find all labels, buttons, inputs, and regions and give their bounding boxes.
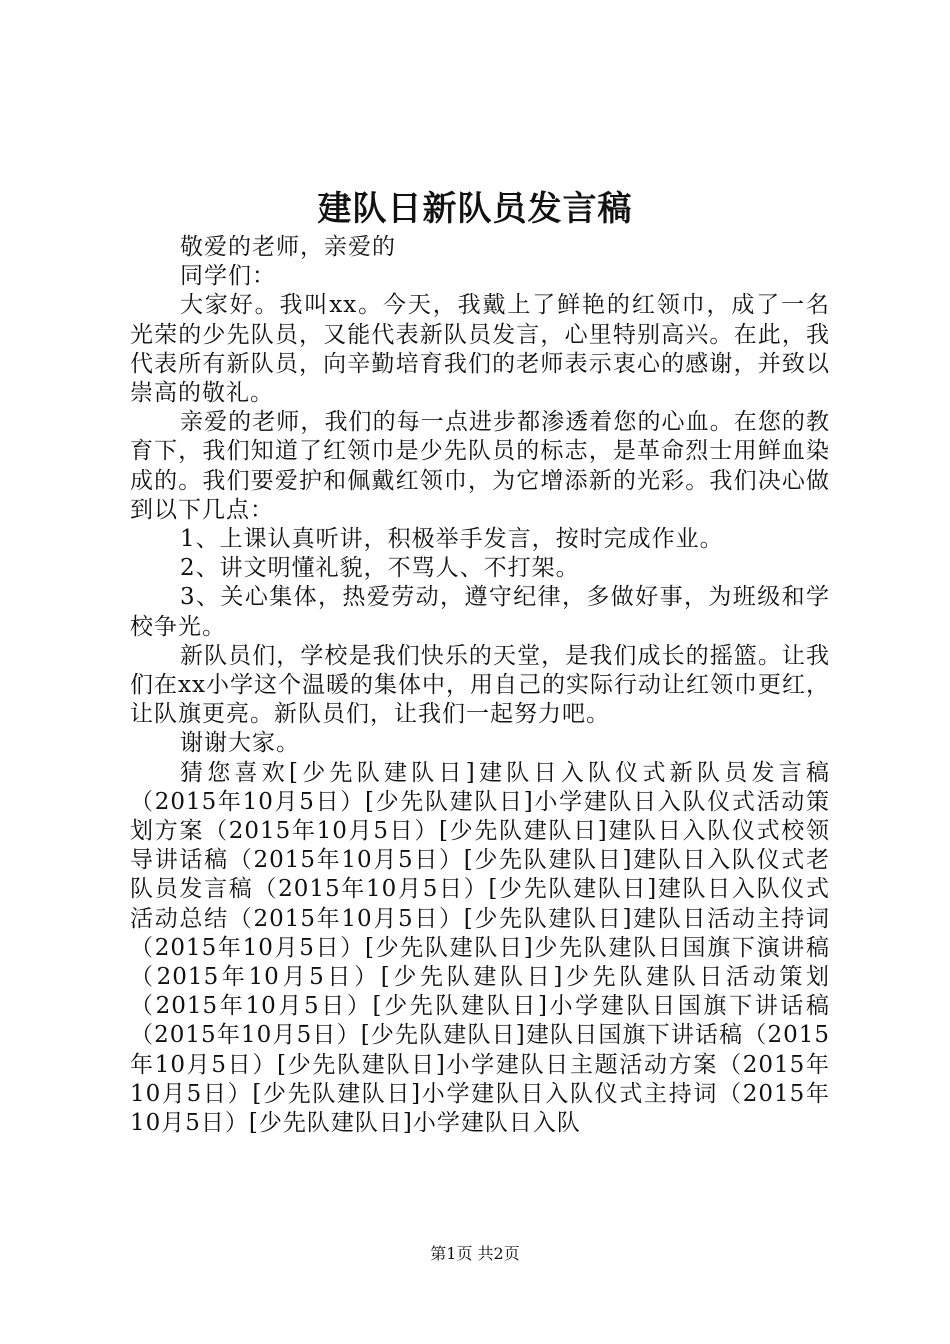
list-item-3: 3、关心集体，热爱劳动，遵守纪律，多做好事，为班级和学校争光。: [130, 584, 830, 640]
list-item-1: 1、上课认真听讲，积极举手发言，按时完成作业。: [180, 526, 724, 553]
list-item-2: 2、讲文明懂礼貌，不骂人、不打架。: [180, 555, 580, 582]
page-number-footer: 第1页 共2页: [430, 1244, 520, 1263]
salutation-line-2: 同学们：: [180, 263, 276, 290]
paragraph-thanks: 谢谢大家。: [180, 730, 300, 757]
related-articles: 猜您喜欢[少先队建队日]建队日入队仪式新队员发言稿（2015年10月5日）[少先队建队日]小学建队日入队仪式活动策划方案（2015年10月5日）[少先队建队日]建队日入队仪式校领导讲话稿（2015年10月5日）[少先队建队日]建队日入队仪式老队员发言稿（2015年10月5日）[少先队建队日]建队日入队仪式活动总结（2015年10月5日）[少先队建队日]建队日活动主持词（2015年10月5日）[少先队建队日]少先队建队日国旗下演讲稿（2015年10月5日）[少先队建队日]少先队建队日活动策划（2015年10月5日）[少先队建队日]小学建队日国旗下讲话稿（2015年10月5日）[少先队建队日]建队日国旗下讲话稿（2015年10月5日）[少先队建队日]小学建队日主题活动方案（2015年10月5日）[少先队建队日]小学建队日入队仪式主持词（2015年10月5日）[少先队建队日]小学建队日入队: [130, 759, 830, 1137]
salutation-line-1: 敬爱的老师，亲爱的: [180, 234, 396, 260]
paragraph-teachers: 亲爱的老师，我们的每一点进步都渗透着您的心血。在您的教育下，我们知道了红领巾是少先队员的标志，是革命烈士用鲜血染成的。我们要爱护和佩戴红领巾，为它增添新的光彩。我们决心做到以下几点：: [130, 409, 830, 523]
paragraph-greeting: 大家好。我叫xx。今天，我戴上了鲜艳的红领巾，成了一名光荣的少先队员，又能代表新队员发言，心里特别高兴。在此，我代表所有新队员，向辛勤培育我们的老师表示衷心的感谢，并致以崇高的敬礼。: [130, 292, 830, 407]
page-title: 建队日新队员发言稿: [317, 189, 633, 229]
document-body: [130, 233, 830, 1138]
paragraph-closing: 新队员们，学校是我们快乐的天堂，是我们成长的摇篮。让我们在xx小学这个温暖的集体中，用自己的实际行动让红领巾更红，让队旗更亮。新队员们，让我们一起努力吧。: [130, 642, 830, 728]
